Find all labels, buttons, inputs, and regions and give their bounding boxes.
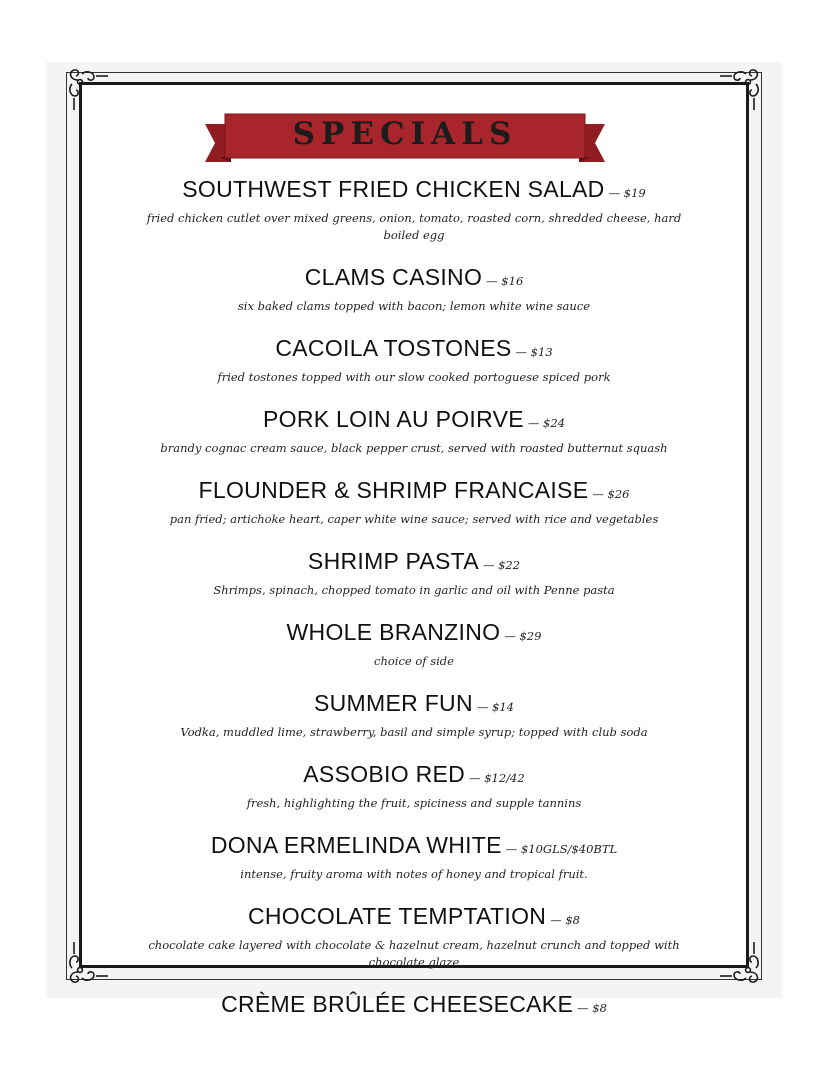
item-price: — $16 — [486, 274, 524, 288]
menu-item — [100, 828, 728, 883]
menu-item — [100, 686, 728, 741]
menu-item — [100, 402, 728, 457]
menu-item — [100, 473, 728, 528]
item-description: Vodka, muddled lime, strawberry, basil and simple syrup; topped with club soda — [180, 725, 648, 739]
item-name: FLOUNDER & SHRIMP FRANCAISE — [198, 477, 589, 503]
menu-item — [100, 172, 728, 244]
item-price: — $8 — [550, 913, 580, 927]
item-name: SHRIMP PASTA — [307, 548, 479, 574]
menu-item — [100, 615, 728, 670]
item-description: intense, fruity aroma with notes of honey and tropical fruit. — [240, 867, 588, 881]
item-price: — $10GLS/$40BTL — [505, 842, 618, 856]
page-title: SPECIALS — [292, 116, 518, 152]
item-price: — $24 — [527, 416, 566, 430]
item-description: pan fried; artichoke heart, caper white wine sauce; served with rice and vegetables — [169, 512, 659, 526]
item-price: — $29 — [504, 629, 542, 643]
item-description: Shrimps, spinach, chopped tomato in garlic and oil with Penne pasta — [213, 583, 615, 597]
flourish-corner-icon — [718, 66, 764, 112]
item-description: chocolate cake layered with chocolate & hazelnut cream, hazelnut crunch and topped with chocolate glaze — [148, 938, 680, 969]
menu-item — [100, 987, 728, 1025]
item-price: — $19 — [608, 186, 646, 200]
item-name: CRÈME BRÛLÉE CHEESECAKE — [221, 991, 574, 1017]
item-name: CHOCOLATE TEMPTATION — [247, 903, 547, 929]
item-price: — $14 — [476, 700, 514, 714]
item-description: fried tostones topped with our slow cooked portoguese spiced pork — [217, 370, 611, 384]
item-price: — $22 — [482, 558, 521, 572]
item-price: — $26 — [592, 487, 630, 501]
item-description: choice of side — [374, 654, 454, 668]
item-name: ASSOBIO RED — [303, 761, 466, 787]
item-name: SUMMER FUN — [314, 690, 473, 716]
item-description: brandy cognac cream sauce, black pepper crust, served with roasted butternut squash — [160, 441, 668, 455]
item-name: CLAMS CASINO — [304, 264, 483, 290]
menu-item — [100, 757, 728, 812]
item-name: WHOLE BRANZINO — [286, 619, 501, 645]
menu-item — [100, 331, 728, 386]
menu-item — [100, 544, 728, 599]
item-name: DONA ERMELINDA WHITE — [210, 832, 502, 858]
item-name: CACOILA TOSTONES — [275, 335, 512, 361]
item-price: — $8 — [577, 1001, 607, 1015]
item-description: six baked clams topped with bacon; lemon white wine sauce — [237, 299, 591, 313]
item-price: — $13 — [515, 345, 553, 359]
item-description: fried chicken cutlet over mixed greens, onion, tomato, roasted corn, shredded cheese, hard boiled egg — [146, 211, 682, 242]
specials-list — [100, 172, 728, 1041]
item-price: — $12/42 — [469, 771, 525, 785]
flourish-corner-icon — [64, 66, 110, 112]
menu-item — [100, 260, 728, 315]
item-name: SOUTHWEST FRIED CHICKEN SALAD — [182, 176, 605, 202]
item-description: fresh, highlighting the fruit, spiciness and supple tannins — [246, 796, 582, 810]
item-name: PORK LOIN AU POIRVE — [262, 406, 524, 432]
menu-item — [100, 899, 728, 971]
